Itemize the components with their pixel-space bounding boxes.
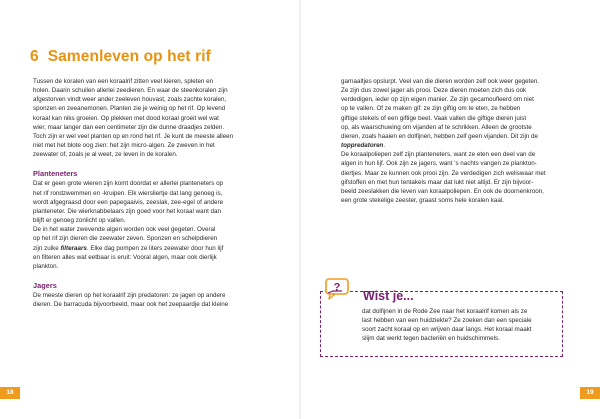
page-number-right: 19	[580, 387, 600, 399]
text-line: afgestorven vindt weer ander zeeleven houvast, zoals zachte koralen,	[33, 96, 227, 104]
text-line: holen. Daarin schuilen allerlei zeedieren. En waar de steenkoralen zijn	[33, 87, 228, 95]
text-line: verdedigen, ieder op zijn eigen manier. Ze zijn gecamoufleerd om niet	[341, 96, 534, 104]
text-line: sponzen en zeeanemonen. Planten zie je weinig op het rif. Op levend	[33, 105, 226, 113]
text-line: blijft er genoeg zonlicht op vallen.	[33, 217, 126, 225]
term-toppredatoren: toppredatoren	[341, 142, 384, 150]
page-number-left: 18	[0, 387, 20, 399]
chapter-number: 6	[30, 48, 39, 65]
text-line: op, als waarschuwing om vijanden af te schrikken. Alleen de grootste	[341, 123, 532, 131]
text-line: Dat er geen grote wieren zijn komt doordat er allerlei planteneters op	[33, 180, 224, 188]
text-line: planteneter. Die wierknabbelaars zijn goed voor het koraal want dan	[33, 207, 221, 215]
text-line: wier, maar langer dan een centimeter zijn die dunne draadjes zelden.	[33, 123, 225, 131]
chapter-heading	[30, 48, 211, 66]
text-line: niet met het blote oog zien: het zijn micro-algen. Ze zweven in het	[33, 142, 215, 150]
text-line: koraal kan niks groeien. Op plekken met dood koraal groeit wel wat	[33, 114, 219, 122]
chapter-title: Samenleven op het rif	[47, 48, 211, 65]
text-line: wordt afgegraasd door een papegaaivis, zeeslak, zee-egel of andere	[33, 198, 224, 206]
text-line: zeewater of, zoals je al weet, ze leven in de koralen.	[33, 151, 178, 159]
koraalpoliepen-paragraph	[341, 150, 567, 205]
text-line: De meeste dieren op het koraalrif zijn predatoren: ze jagen op andere	[33, 291, 226, 299]
intro-paragraph	[33, 77, 271, 159]
left-page	[0, 0, 299, 419]
jagers-paragraph	[33, 291, 271, 309]
text-segment: . Elke dag pompen ze liters zeewater door hun lijf	[86, 244, 224, 252]
text-line: dieren, zoals haaien en dolfijnen, hebben zelf geen vijanden. Dit zijn de	[341, 132, 539, 140]
text-line: Ze zijn dus zowel jager als prooi. Deze dieren moeten zich dus ook	[341, 87, 527, 95]
wist-je-body	[362, 307, 558, 344]
text-line: soort zacht koraal op en wrijven daar langs. Het koraal maakt	[362, 326, 532, 334]
text-line: algen in hun lijf. Ook zijn ze jagers, want 's nachts vangen ze plankton-	[341, 160, 537, 168]
text-line: en filteren alles wat eetbaar is eruit: Vooral algen, maar ook dierlijk	[33, 253, 217, 261]
text-line: last hebben van een huidziekte? Ze zoeken dan een speciale	[362, 317, 532, 325]
text-line: plankton.	[33, 262, 59, 270]
text-line: slijm dat werkt tegen bacteriën en huidschimmels.	[362, 335, 500, 343]
text-line: gifstoffen en met hun tentakels maar dat lukt niet altijd. Er zijn bijvoor-	[341, 178, 534, 186]
section-heading-jagers: Jagers	[33, 280, 57, 290]
text-line: De koraalpoliepen zelf zijn planteneters, want ze eten een deel van de	[341, 151, 536, 159]
text-segment: .	[383, 142, 386, 150]
section-heading-planteneters: Planteneters	[33, 169, 78, 179]
planteneters-paragraph	[33, 179, 271, 271]
text-line: op te vallen. Of ze maken gif: ze zijn giftig om te eten, ze hebben	[341, 105, 521, 113]
text-line: op het rif zijn dieren die zeewater zeven. Sponzen en schelpdieren	[33, 235, 218, 243]
text-line: giftige stekels of een giftige beet. Vaak vallen die giftige dieren juist	[341, 114, 527, 122]
wist-je-title: Wist je...	[363, 289, 414, 303]
text-line: Tussen de koralen van een koraalrif zitten veel kieren, spleten en	[33, 78, 214, 85]
continued-paragraph	[341, 77, 567, 150]
term-filteraars: filteraars	[60, 244, 87, 252]
text-line: dat dolfijnen in de Rode Zee naar het koraalrif komen als ze	[362, 308, 528, 315]
text-line: De in het water zwevende algen worden ook veel gegeten. Overal	[33, 226, 216, 234]
text-line-with-term	[341, 141, 567, 150]
question-speech-bubble-icon	[324, 277, 352, 301]
text-line: dieren. De barracuda bijvoorbeeld, maar ook het zeepaardje dat kleine	[33, 301, 229, 309]
text-line: garnaaltjes opslurpt. Veel van die dieren worden zelf ook weer gegeten.	[341, 78, 540, 85]
text-segment: zijn zulke	[33, 244, 61, 252]
text-line: beeld zeeslakken die leven van koraalpoliepen. En ook de doornenkroon,	[341, 187, 544, 195]
text-line: Toch zijn er wel veel planten op en rond het rif. Je kunt de meeste alleen	[33, 132, 234, 140]
text-line-with-term	[33, 244, 271, 253]
question-glyph: ?	[333, 281, 341, 294]
text-line: het rif rondzwemmen en -kruipen. Elk wiersliertje dat lang genoeg is,	[33, 189, 223, 197]
left-text-column	[33, 77, 271, 309]
right-text-column	[341, 77, 567, 205]
text-line: een grote stekelige zeester, graast soms hele koralen kaal.	[341, 197, 504, 205]
text-line: diertjes. Maar ze kunnen ook prooi zijn. Ze verdedigen zich weliswaar met	[341, 169, 546, 177]
